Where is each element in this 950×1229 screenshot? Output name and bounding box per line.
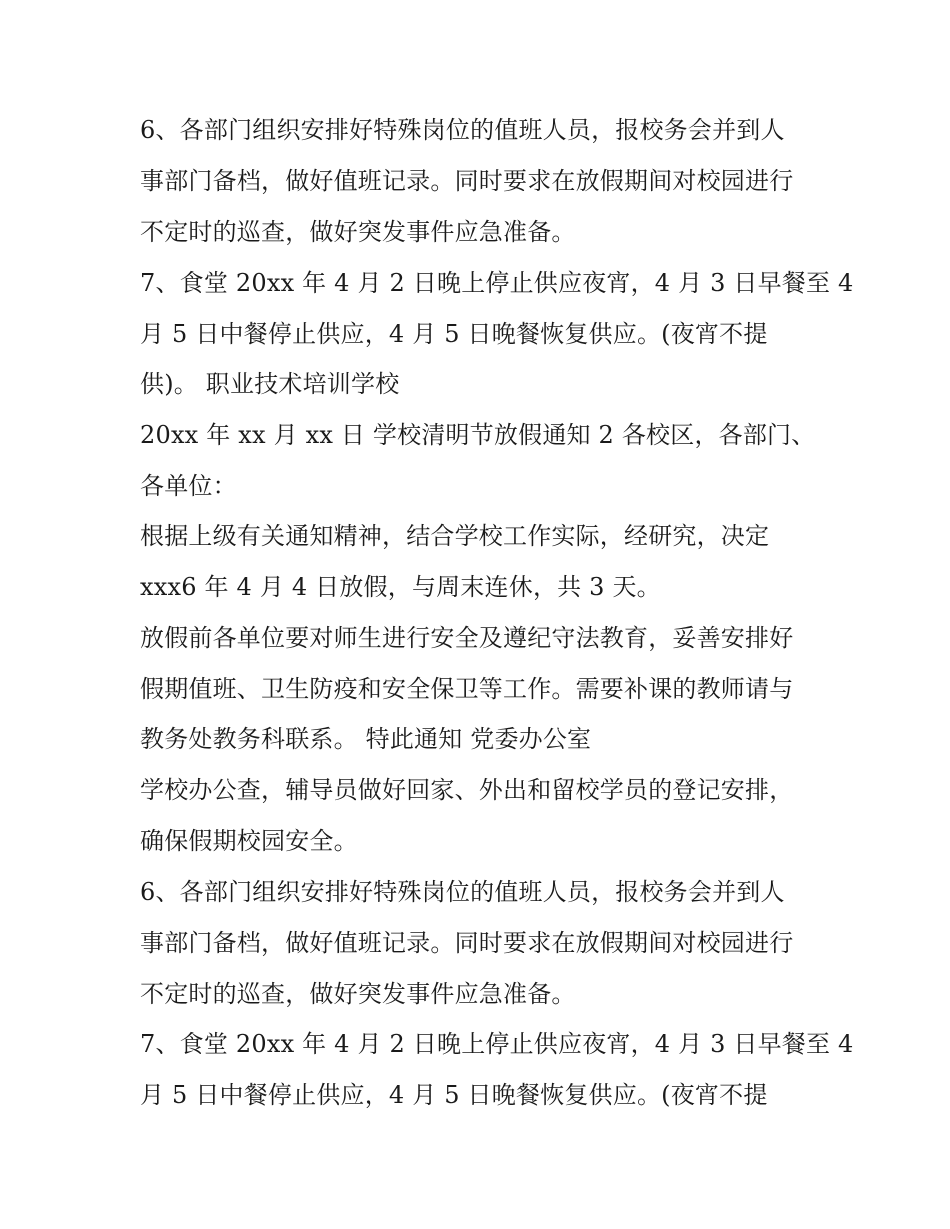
text-line: 7、食堂 20xx 年 4 月 2 日晚上停止供应夜宵，4 月 3 日早餐至 4 xyxy=(140,1030,854,1058)
text-line: 事部门备档，做好值班记录。同时要求在放假期间对校园进行 xyxy=(140,929,794,957)
text-line: 假期值班、卫生防疫和安全保卫等工作。需要补课的教师请与 xyxy=(140,675,794,703)
text-line: 不定时的巡查，做好突发事件应急准备。 xyxy=(140,218,576,246)
text-line: 20xx 年 xx 月 xx 日 学校清明节放假通知 2 各校区，各部门、 xyxy=(140,421,816,449)
text-line: 6、各部门组织安排好特殊岗位的值班人员，报校务会并到人 xyxy=(140,116,785,144)
text-line: xxx6 年 4 月 4 日放假，与周末连休，共 3 天。 xyxy=(140,573,661,601)
text-line: 各单位： xyxy=(140,472,237,500)
text-line: 事部门备档，做好值班记录。同时要求在放假期间对校园进行 xyxy=(140,167,794,195)
text-line: 不定时的巡查，做好突发事件应急准备。 xyxy=(140,980,576,1008)
text-line: 教务处教务科联系。 特此通知 党委办公室 xyxy=(140,725,592,753)
text-line: 月 5 日中餐停止供应，4 月 5 日晚餐恢复供应。(夜宵不提 xyxy=(140,1081,768,1109)
text-line: 放假前各单位要对师生进行安全及遵纪守法教育，妥善安排好 xyxy=(140,624,794,652)
text-line: 供)。 职业技术培训学校 xyxy=(140,370,400,398)
text-line: 确保假期校园安全。 xyxy=(140,827,358,855)
text-line: 7、食堂 20xx 年 4 月 2 日晚上停止供应夜宵，4 月 3 日早餐至 4 xyxy=(140,269,854,297)
text-line: 6、各部门组织安排好特殊岗位的值班人员，报校务会并到人 xyxy=(140,878,785,906)
text-line: 根据上级有关通知精神，结合学校工作实际，经研究，决定 xyxy=(140,522,770,550)
text-line: 学校办公查，辅导员做好回家、外出和留校学员的登记安排， xyxy=(140,776,794,804)
text-line: 月 5 日中餐停止供应，4 月 5 日晚餐恢复供应。(夜宵不提 xyxy=(140,320,768,348)
